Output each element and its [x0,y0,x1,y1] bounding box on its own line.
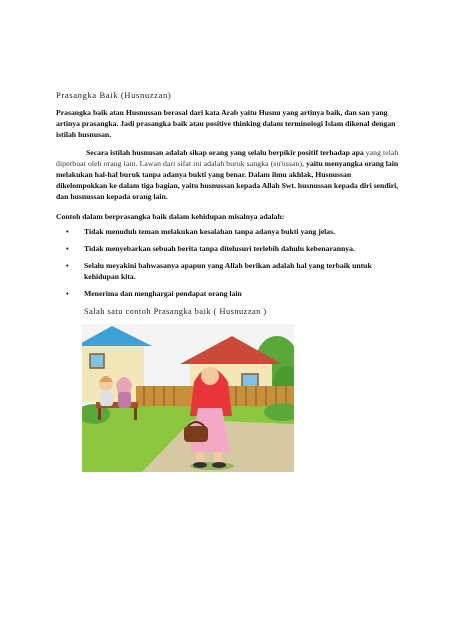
girl-bag [184,426,208,442]
examples-list [56,226,402,305]
paragraph-definition: Prasangka baik atau Husnussan berasal dari kata Arab yaitu Husnu yang artinya baik, dan san yang artinya prasangka. Jadi prasangka baik atau positive thinking dalam terminologi Islam dikenal dengan istilah husnusan. [56,108,396,139]
paragraph-examples-intro: Contoh dalam berprasangka baik dalam kehidupan misalnya adalah: [56,212,285,221]
list-item [56,288,402,299]
list-item [56,243,402,254]
list-item-text: Tidak menuduh teman melakukan kesalahan tanpa adanya bukti yang jelas. [84,227,336,236]
girl-face [201,367,219,385]
list-item [56,226,402,237]
list-item [56,260,402,282]
paragraph-term-part2: yang telah diperbuat oleh orang lain. Lawan dari sifat ini adalah buruk sangka (su'ussan), [56,148,399,168]
paragraph-term-part1: Secara istilah husnusan adalah sikap orang yang selalu berpikir positif terhadap apa [86,148,364,157]
person-right-body [118,392,131,408]
illustration-image [82,324,294,472]
list-item-text: Menerima dan menghargai pendapat orang lain [84,289,242,298]
bullet-icon: • [66,289,69,298]
person-left-body [100,390,113,406]
bullet-icon: • [66,261,69,270]
list-item-text: Selalu meyakini bahwasanya apapun yang Allah berikan adalah hal yang terbaik untuk kehidupan kita. [84,261,372,281]
paragraph-term-part3: yaitu menyangka orang lain melakukan hal-hal buruk tanpa adanya bukti yang benar. Dalam ilmu akhlak, Husnussan dikelompokkan ke dalam tiga bagian, yaitu husnussan kepada Allah Swt. husnussan kepada diri sendiri, dan husnussan kepada orang lain. [56,159,399,201]
document-title: Prasangka Baik (Husnuzzan) [56,90,172,100]
list-item-text: Tidak menyebarkan sebuah berita tanpa ditelusuri terlebih dahulu kebenarannya. [84,244,355,253]
bullet-icon: • [66,244,69,253]
illustration-caption: Salah satu contoh Prasangka baik ( Husnuzzan ) [84,307,267,316]
bullet-icon: • [66,227,69,236]
paragraph-term [56,147,402,202]
left-house-window [90,354,104,368]
